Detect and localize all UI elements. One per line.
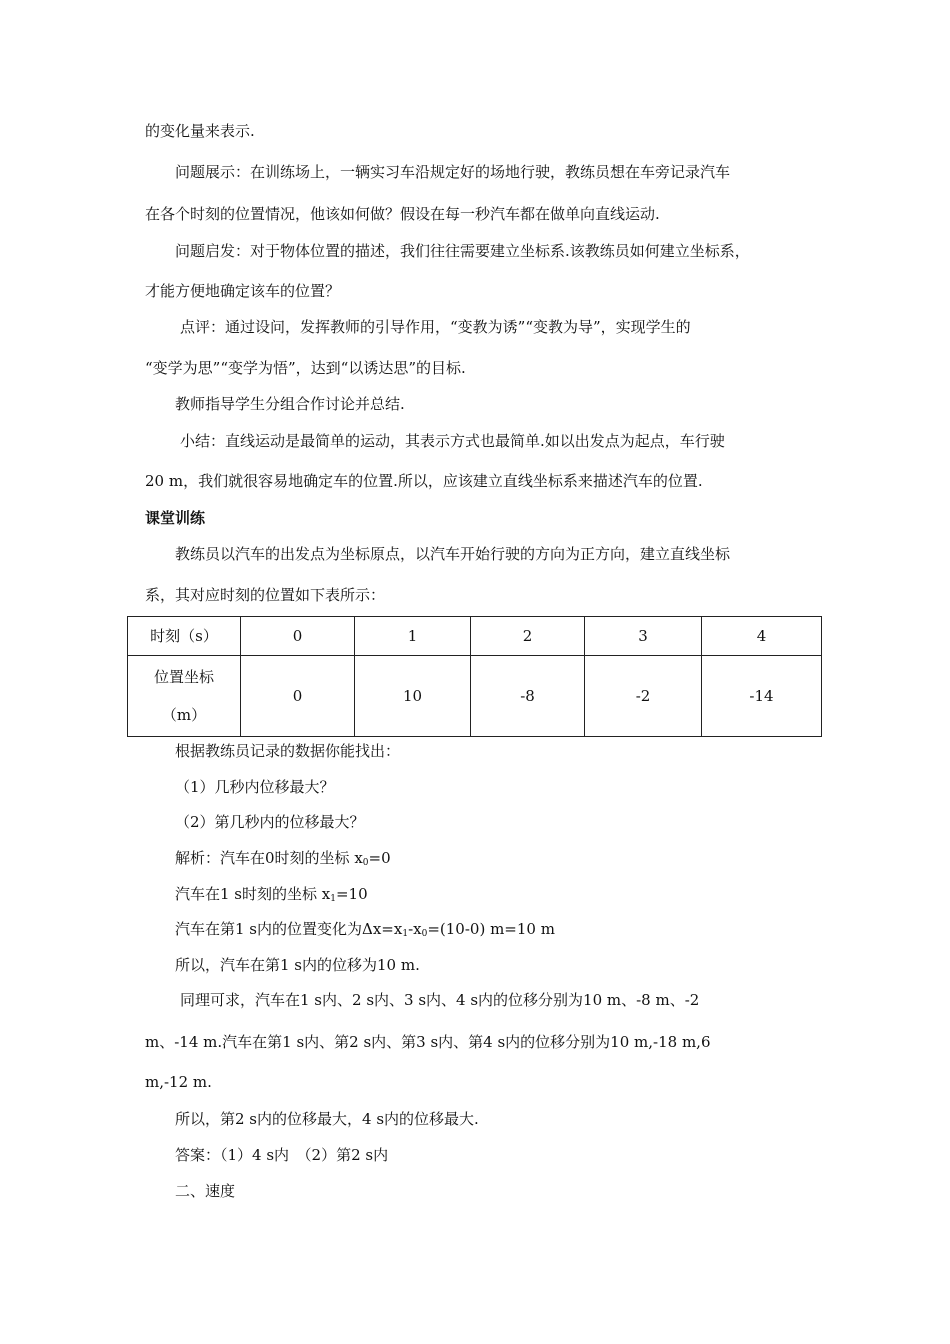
paragraph-line: 所以，汽车在第1 s内的位移为10 m. [175, 956, 420, 974]
text-run: =0 [368, 849, 391, 867]
paragraph-line: 在各个时刻的位置情况，他该如何做？假设在每一秒汽车都在做单向直线运动. [145, 205, 660, 223]
table-row [128, 617, 822, 656]
table-cell: 0 [241, 656, 355, 737]
table-cell: -2 [585, 656, 702, 737]
paragraph-line: 小结：直线运动是最简单的运动，其表示方式也最简单.如以出发点为起点，车行驶 [180, 432, 725, 450]
text-run: -x [408, 920, 422, 938]
table-cell: 10 [355, 656, 471, 737]
paragraph-line: 所以，第2 s内的位移最大，4 s内的位移最大. [175, 1110, 479, 1128]
subscript: 0 [362, 858, 369, 868]
table-header-cell: 4 [702, 617, 822, 656]
paragraph-line [175, 884, 368, 904]
paragraph-line: 问题启发：对于物体位置的描述，我们往往需要建立坐标系.该教练员如何建立坐标系， [175, 242, 750, 260]
paragraph-line: 系，其对应时刻的位置如下表所示： [145, 586, 386, 604]
table-header-cell: 2 [471, 617, 585, 656]
paragraph-line: m、-14 m.汽车在第1 s内、第2 s内、第3 s内、第4 s内的位移分别为10 m,-18 m,6 [145, 1033, 711, 1051]
table-row [128, 656, 822, 737]
section-subheading: 二、速度 [175, 1182, 236, 1200]
paragraph-line [175, 919, 555, 939]
table-header-cell: 3 [585, 617, 702, 656]
paragraph-line: “变学为思”“变学为悟”，达到“以诱达思”的目标. [145, 359, 466, 377]
paragraph-line [175, 848, 391, 868]
paragraph-line: 点评：通过设问，发挥教师的引导作用，“变教为诱”“变教为导”，实现学生的 [180, 318, 691, 336]
table-header-cell: 0 [241, 617, 355, 656]
table-cell: -14 [702, 656, 822, 737]
paragraph-line: 的变化量来表示. [145, 122, 255, 140]
paragraph-line: 答案：（1）4 s内 （2）第2 s内 [175, 1146, 389, 1164]
table-cell: -8 [471, 656, 585, 737]
paragraph-line: （2）第几秒内的位移最大？ [175, 813, 365, 831]
paragraph-line: 问题展示：在训练场上，一辆实习车沿规定好的场地行驶，教练员想在车旁记录汽车 [175, 163, 731, 181]
table-row-label [128, 656, 241, 737]
text-run: =(10-0) m=10 m [427, 920, 555, 938]
section-heading: 课堂训练 [145, 509, 206, 527]
table-header-cell: 时刻（s） [128, 617, 241, 656]
row-label-line: 位置坐标 [153, 668, 214, 686]
paragraph-line: （1）几秒内位移最大？ [175, 778, 335, 796]
paragraph-line: 20 m，我们就很容易地确定车的位置.所以，应该建立直线坐标系来描述汽车的位置. [145, 472, 703, 490]
paragraph-line: 根据教练员记录的数据你能找出： [175, 742, 401, 760]
subscript: 0 [421, 929, 428, 939]
table-header-cell: 1 [355, 617, 471, 656]
paragraph-line: 才能方便地确定该车的位置？ [145, 282, 341, 300]
paragraph-line: 同理可求，汽车在1 s内、2 s内、3 s内、4 s内的位移分别为10 m、-8 m、-2 [180, 991, 700, 1009]
subscript: 1 [402, 929, 409, 939]
position-table [127, 616, 822, 737]
paragraph-line: m,-12 m. [145, 1073, 212, 1091]
subscript: 1 [330, 894, 336, 904]
text-run: 解析：汽车在0时刻的坐标 x [175, 849, 363, 867]
text-run: 汽车在第1 s内的位置变化为Δx=x [175, 920, 403, 938]
paragraph-line: 教练员以汽车的出发点为坐标原点，以汽车开始行驶的方向为正方向，建立直线坐标 [175, 545, 731, 563]
row-label-unit: （m） [161, 706, 207, 724]
text-run: =10 [335, 885, 368, 903]
paragraph-line: 教师指导学生分组合作讨论并总结. [175, 395, 405, 413]
text-run: 汽车在1 s时刻的坐标 x [175, 885, 331, 903]
